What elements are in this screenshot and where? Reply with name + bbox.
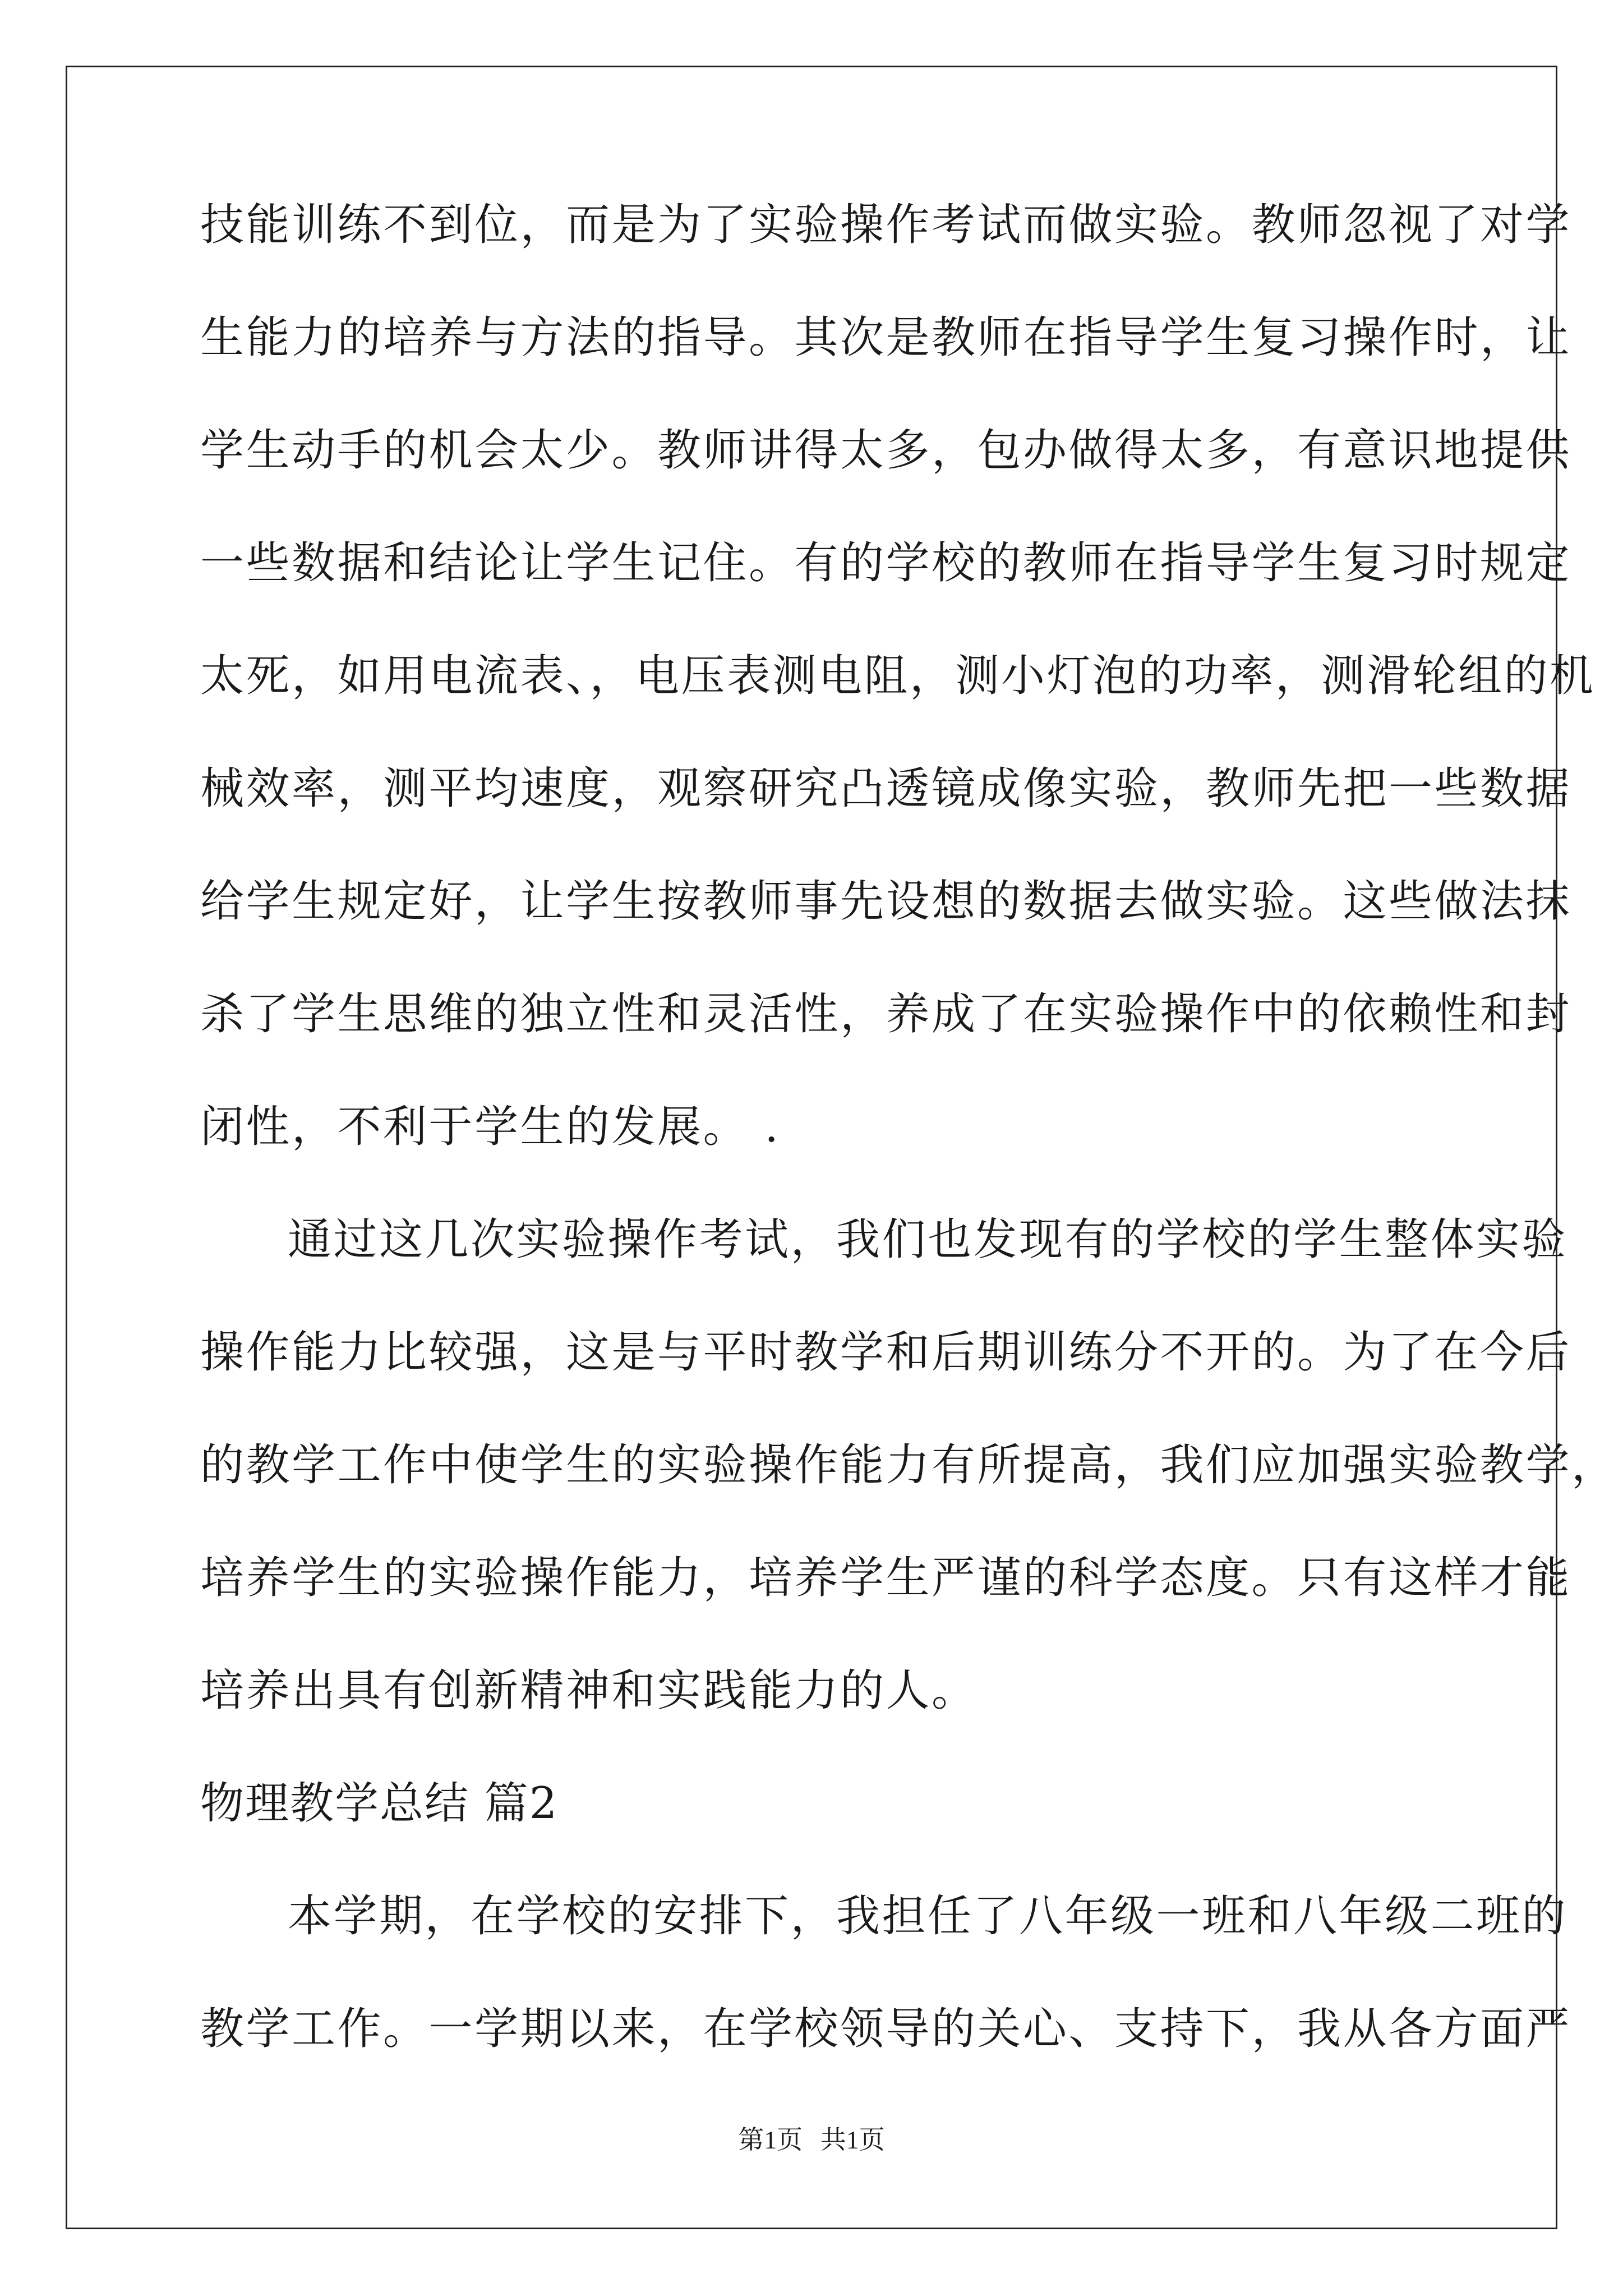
text-line: 杀了学生思维的独立性和灵活性，养成了在实验操作中的依赖性和封 [200, 989, 1572, 1039]
section-heading: 物理教学总结 篇2 [200, 1778, 559, 1829]
text-line: 的教学工作中使学生的实验操作能力有所提高，我们应加强实验教学， [200, 1440, 1617, 1490]
page-number-current: 第1页 [738, 2125, 803, 2154]
text-line: 械效率，测平均速度，观察研究凸透镜成像实验，教师先把一些数据 [200, 763, 1572, 814]
text-line: 培养出具有创新精神和实践能力的人。 [200, 1665, 978, 1716]
text-line: 生能力的培养与方法的指导。其次是教师在指导学生复习操作时，让 [200, 312, 1572, 363]
page-footer [0, 2126, 1623, 2154]
text-line: 培养学生的实验操作能力，培养学生严谨的科学态度。只有这样才能 [200, 1553, 1572, 1603]
text-line: 技能训练不到位，而是为了实验操作考试而做实验。教师忽视了对学 [200, 200, 1572, 250]
text-line: 太死，如用电流表、，电压表测电阻，测小灯泡的功率，测滑轮组的机 [200, 651, 1596, 701]
text-line: 给学生规定好，让学生按教师事先设想的数据去做实验。这些做法抹 [200, 876, 1572, 927]
text-line: 操作能力比较强，这是与平时教学和后期训练分不开的。为了在今后 [200, 1327, 1572, 1378]
paragraph-first-line: 通过这几次实验操作考试，我们也发现有的学校的学生整体实验 [288, 1214, 1568, 1265]
paragraph-first-line: 本学期，在学校的安排下，我担任了八年级一班和八年级二班的 [288, 1891, 1568, 1941]
text-line: 教学工作。一学期以来，在学校领导的关心、支持下，我从各方面严 [200, 2004, 1572, 2054]
page-number-total: 共1页 [820, 2125, 885, 2154]
text-line: 闭性，不利于学生的发展。 . [200, 1102, 781, 1152]
document-body [200, 200, 1617, 2120]
text-line: 学生动手的机会太少。教师讲得太多，包办做得太多，有意识地提供 [200, 425, 1572, 476]
text-line: 一些数据和结论让学生记住。有的学校的教师在指导学生复习时规定 [200, 538, 1572, 588]
